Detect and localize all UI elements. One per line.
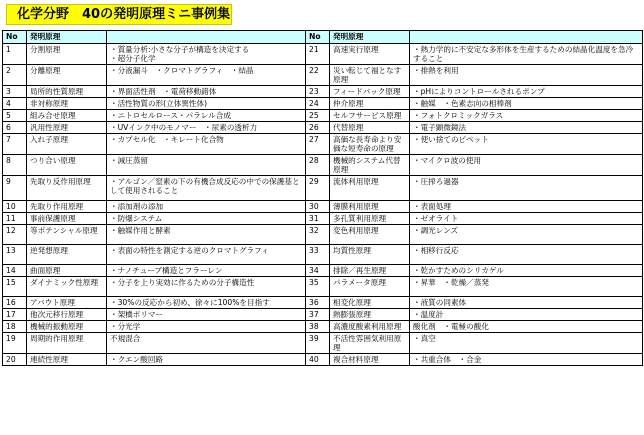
row-number-left: 5 — [3, 110, 27, 122]
principle-name-right: 災い転じて福となす原理 — [330, 65, 410, 86]
principle-name-right: パラメータ原理 — [330, 277, 410, 297]
example-left: ・ニトロセルロース・パラレル合成 — [107, 110, 306, 122]
principles-table — [2, 30, 643, 366]
row-number-right: 24 — [306, 98, 330, 110]
row-number-right: 35 — [306, 277, 330, 297]
principle-name-right: 薄膜利用原理 — [330, 201, 410, 213]
table-row — [3, 245, 643, 265]
principle-name-left: 機械的振動原理 — [27, 321, 107, 333]
example-right: ・圧搾ろ過器 — [410, 176, 643, 201]
row-number-right: 27 — [306, 134, 330, 155]
table-row — [3, 201, 643, 213]
example-left: ・添加剤の添加 — [107, 201, 306, 213]
row-number-right: 32 — [306, 225, 330, 245]
principle-name-right: フィードバック原理 — [330, 86, 410, 98]
table-row — [3, 44, 643, 65]
example-right: ・フォトクロミックガラス — [410, 110, 643, 122]
example-right: ・表面処理 — [410, 201, 643, 213]
row-number-left: 15 — [3, 277, 27, 297]
row-number-right: 23 — [306, 86, 330, 98]
table-row — [3, 277, 643, 297]
row-number-right: 21 — [306, 44, 330, 65]
principle-name-right: 相変化原理 — [330, 297, 410, 309]
row-number-left: 8 — [3, 155, 27, 176]
example-left: ・減圧蒸留 — [107, 155, 306, 176]
principle-name-right: 流体利用原理 — [330, 176, 410, 201]
row-number-left: 1 — [3, 44, 27, 65]
row-number-right: 25 — [306, 110, 330, 122]
principle-name-right: 多孔質利用原理 — [330, 213, 410, 225]
row-number-left: 20 — [3, 354, 27, 366]
table-row — [3, 265, 643, 277]
row-number-left: 9 — [3, 176, 27, 201]
example-left: ・架橋ポリマー — [107, 309, 306, 321]
example-left: ・ナノチューブ構造とフラーレン — [107, 265, 306, 277]
principle-name-left: 分離原理 — [27, 65, 107, 86]
header-example-left — [107, 31, 306, 44]
row-number-left: 6 — [3, 122, 27, 134]
header-no-left: No — [3, 31, 27, 44]
example-right: ・pHによりコントロールされるポンプ — [410, 86, 643, 98]
table-row — [3, 122, 643, 134]
row-number-left: 3 — [3, 86, 27, 98]
row-number-left: 13 — [3, 245, 27, 265]
example-right: ・共重合体 ・合金 — [410, 354, 643, 366]
principle-name-right: 高価な長寿命より安価な短寿命の原理 — [330, 134, 410, 155]
principle-name-right: 均質性原理 — [330, 245, 410, 265]
example-left: ・表面の特性を測定する逆のクロマトグラフィ — [107, 245, 306, 265]
table-row — [3, 321, 643, 333]
row-number-left: 2 — [3, 65, 27, 86]
example-right: ・排熱を利用 — [410, 65, 643, 86]
header-principle-right: 発明原理 — [330, 31, 410, 44]
page-title: 化学分野 40の発明原理ミニ事例集 — [6, 4, 232, 25]
row-number-right: 37 — [306, 309, 330, 321]
row-number-right: 40 — [306, 354, 330, 366]
example-left: ・界面活性剤 ・電荷移動錯体 — [107, 86, 306, 98]
row-number-left: 16 — [3, 297, 27, 309]
header-principle-left: 発明原理 — [27, 31, 107, 44]
principle-name-right: 排除／再生原理 — [330, 265, 410, 277]
row-number-left: 19 — [3, 333, 27, 354]
principle-name-left: つり合い原理 — [27, 155, 107, 176]
principle-name-right: 変色利用原理 — [330, 225, 410, 245]
row-number-left: 17 — [3, 309, 27, 321]
principle-name-left: 組み合せ原理 — [27, 110, 107, 122]
principle-name-right: 不活性雰囲気利用原理 — [330, 333, 410, 354]
row-number-right: 31 — [306, 213, 330, 225]
table-row — [3, 309, 643, 321]
example-right: ・マイクロ波の使用 — [410, 155, 643, 176]
header-example-right — [410, 31, 643, 44]
table-row — [3, 297, 643, 309]
principle-name-right: 仲介原理 — [330, 98, 410, 110]
example-left: ・質量分析:小さな分子が構造を決定する ・超分子化学 — [107, 44, 306, 65]
principle-name-left: 非対称原理 — [27, 98, 107, 110]
principle-name-left: 等ポテンシャル原理 — [27, 225, 107, 245]
principle-name-left: 逆発想原理 — [27, 245, 107, 265]
table-row — [3, 354, 643, 366]
example-left: ・防爆システム — [107, 213, 306, 225]
row-number-left: 14 — [3, 265, 27, 277]
example-left: ・分子を上り実効に作るための分子構造性 — [107, 277, 306, 297]
example-left: 不規混合 — [107, 333, 306, 354]
row-number-left: 12 — [3, 225, 27, 245]
row-number-right: 30 — [306, 201, 330, 213]
example-left: ・分液漏斗 ・クロマトグラフィ ・結晶 — [107, 65, 306, 86]
example-right: ・調光レンズ — [410, 225, 643, 245]
principle-name-right: 複合材料原理 — [330, 354, 410, 366]
row-number-right: 28 — [306, 155, 330, 176]
table-row — [3, 65, 643, 86]
example-right: ・昇華 ・乾燥／蒸発 — [410, 277, 643, 297]
row-number-right: 26 — [306, 122, 330, 134]
example-left: ・活性物質の形(立体異性体) — [107, 98, 306, 110]
principle-name-right: 代替原理 — [330, 122, 410, 134]
principle-name-left: 事前保護原理 — [27, 213, 107, 225]
principle-name-right: 高速実行原理 — [330, 44, 410, 65]
table-header-row — [3, 31, 643, 44]
row-number-right: 36 — [306, 297, 330, 309]
principle-name-left: 局所的性質原理 — [27, 86, 107, 98]
table-row — [3, 110, 643, 122]
example-right: ・ゼオライト — [410, 213, 643, 225]
row-number-left: 10 — [3, 201, 27, 213]
principle-name-right: セルフサービス原理 — [330, 110, 410, 122]
principle-name-left: 先取り反作用原理 — [27, 176, 107, 201]
example-left: ・クエン酸回路 — [107, 354, 306, 366]
header-no-right: No — [306, 31, 330, 44]
row-number-right: 39 — [306, 333, 330, 354]
table-row — [3, 134, 643, 155]
row-number-left: 7 — [3, 134, 27, 155]
example-left: ・カプセル化 ・キレート化合物 — [107, 134, 306, 155]
principle-name-left: 連続性原理 — [27, 354, 107, 366]
example-left: ・30%の反応から初め、徐々に100%を目指す — [107, 297, 306, 309]
table-row — [3, 155, 643, 176]
example-right: ・液質の同素体 — [410, 297, 643, 309]
row-number-right: 34 — [306, 265, 330, 277]
example-right: ・電子顕微鏡法 — [410, 122, 643, 134]
row-number-left: 11 — [3, 213, 27, 225]
row-number-right: 33 — [306, 245, 330, 265]
table-row — [3, 213, 643, 225]
row-number-left: 4 — [3, 98, 27, 110]
principle-name-left: 曲面原理 — [27, 265, 107, 277]
principle-name-left: アバウト原理 — [27, 297, 107, 309]
principle-name-left: ダイナミック性原理 — [27, 277, 107, 297]
principle-name-right: 高濃度酸素利用原理 — [330, 321, 410, 333]
example-right: ・熱力学的に不安定な多形体を生産するための結晶化温度を急冷すること — [410, 44, 643, 65]
principle-name-left: 分割原理 — [27, 44, 107, 65]
row-number-left: 18 — [3, 321, 27, 333]
principle-name-left: 他次元移行原理 — [27, 309, 107, 321]
row-number-right: 29 — [306, 176, 330, 201]
example-left: ・触媒作用と酵素 — [107, 225, 306, 245]
principle-name-right: 熱膨張原理 — [330, 309, 410, 321]
principle-name-left: 汎用性原理 — [27, 122, 107, 134]
example-left: ・アルゴン／窒素の下の有機合成反応の中での保護基として使用されること — [107, 176, 306, 201]
table-row — [3, 98, 643, 110]
principle-name-left: 先取り作用原理 — [27, 201, 107, 213]
principle-name-left: 入れ子原理 — [27, 134, 107, 155]
example-right: ・乾かすためのシリカゲル — [410, 265, 643, 277]
principle-name-left: 周期的作用原理 — [27, 333, 107, 354]
table-row — [3, 86, 643, 98]
table-row — [3, 333, 643, 354]
table-row — [3, 176, 643, 201]
example-right: ・使い捨てのピペット — [410, 134, 643, 155]
example-right: 酸化剤 ・電極の酸化 — [410, 321, 643, 333]
principle-name-right: 機械的システム代替原理 — [330, 155, 410, 176]
row-number-right: 22 — [306, 65, 330, 86]
example-right: ・触媒 ・色素志向の相棒剤 — [410, 98, 643, 110]
example-right: ・温度計 — [410, 309, 643, 321]
example-left: ・分光学 — [107, 321, 306, 333]
row-number-right: 38 — [306, 321, 330, 333]
table-row — [3, 225, 643, 245]
example-right: ・相移行反応 — [410, 245, 643, 265]
example-left: ・UVインク中のモノマー ・尿素の透析力 — [107, 122, 306, 134]
example-right: ・真空 — [410, 333, 643, 354]
